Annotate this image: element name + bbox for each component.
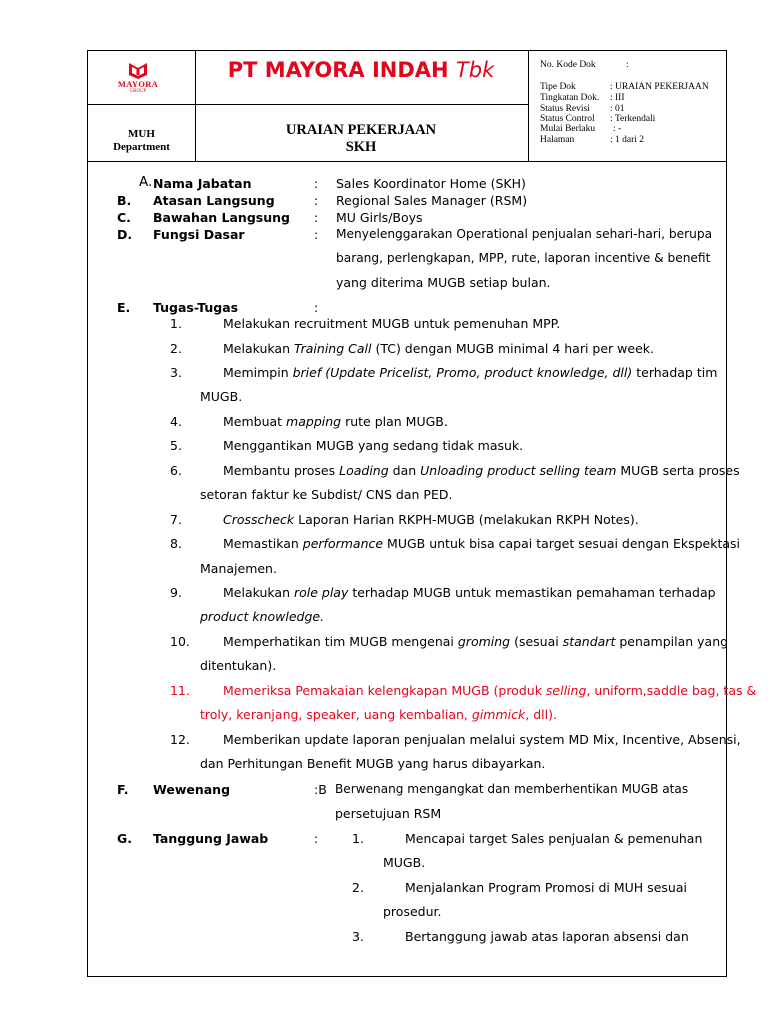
section-g-colon: : [314, 831, 319, 846]
task-12-text: Memberikan update laporan penjualan melalui system MD Mix, Incentive, Absensi, [223, 732, 741, 747]
document-title-line-1: URAIAN PEKERJAAN [285, 122, 437, 138]
section-d-line-2: barang, perlengkapan, MPP, rute, laporan incentive & benefit [336, 251, 711, 265]
section-e-label: Tugas-Tugas [153, 300, 239, 315]
section-e-letter: E. [117, 300, 131, 315]
task-6-number: 6. [170, 463, 182, 478]
task-9-number: 9. [170, 585, 182, 600]
task-1-text: Melakukan recruitment MUGB untuk pemenuhan MPP. [223, 316, 561, 331]
task-12-number: 12. [170, 732, 190, 747]
section-f-line-2: persetujuan RSM [335, 806, 442, 821]
document-title [196, 122, 526, 156]
section-c-label: Bawahan Langsung [153, 210, 290, 225]
responsibility-2-text: Menjalankan Program Promosi di MUH sesuai [405, 880, 687, 895]
task-2-text: Melakukan Training Call (TC) dengan MUGB minimal 4 hari per week. [223, 341, 654, 356]
department-line-2: Department [113, 141, 170, 153]
section-g-letter: G. [117, 831, 133, 846]
header-bottom-border [87, 161, 727, 162]
section-c-value: MU Girls/Boys [336, 210, 423, 225]
task-3-text: Memimpin brief (Update Pricelist, Promo, product knowledge, dll) terhadap tim [223, 365, 718, 380]
section-a-label: Nama Jabatan [153, 176, 252, 191]
section-d-label: Fungsi Dasar [153, 227, 245, 242]
task-10-number: 10. [170, 634, 190, 649]
section-b-label: Atasan Langsung [153, 193, 275, 208]
task-7-number: 7. [170, 512, 182, 527]
section-d-letter: D. [117, 227, 133, 242]
section-f-colon: :B [314, 782, 327, 797]
task-6-text-cont: setoran faktur ke Subdist/ CNS dan PED. [200, 487, 453, 502]
section-a-colon: : [314, 176, 319, 191]
task-9-text-cont: product knowledge. [200, 609, 325, 624]
section-f-label: Wewenang [153, 782, 231, 797]
task-4-number: 4. [170, 414, 182, 429]
task-12-text-cont: dan Perhitungan Benefit MUGB yang harus dibayarkan. [200, 756, 546, 771]
section-d-line-3: yang diterima MUGB setiap bulan. [336, 275, 551, 290]
section-c-colon: : [314, 210, 319, 225]
task-10-text-cont: ditentukan). [200, 658, 277, 673]
company-name-main: PT MAYORA INDAH [227, 58, 449, 82]
section-g-label: Tanggung Jawab [153, 831, 269, 846]
task-11-number: 11. [170, 683, 190, 698]
mayora-logo [113, 60, 163, 96]
task-11-text: Memeriksa Pemakaian kelengkapan MUGB (produk selling, uniform,saddle bag, tas & [223, 683, 757, 698]
task-8-text-cont: Manajemen. [200, 561, 277, 576]
document-title-line-2: SKH [345, 139, 377, 155]
responsibility-3-text: Bertanggung jawab atas laporan absensi dan [405, 929, 689, 944]
task-2-number: 2. [170, 341, 182, 356]
header-divider [87, 104, 528, 105]
responsibility-2-number: 2. [352, 880, 364, 895]
section-b-value: Regional Sales Manager (RSM) [336, 193, 528, 208]
responsibility-2-text-cont: prosedur. [383, 904, 442, 919]
task-8-number: 8. [170, 536, 182, 551]
task-8-text: Memastikan performance MUGB untuk bisa capai target sesuai dengan Ekspektasi [223, 536, 741, 551]
responsibility-3-number: 3. [352, 929, 364, 944]
task-5-text: Menggantikan MUGB yang sedang tidak masuk. [223, 438, 524, 453]
section-f-line-1: Berwenang mengangkat dan memberhentikan MUGB atas [335, 782, 689, 796]
logo-subtext: GROUP [129, 89, 147, 94]
section-b-colon: : [314, 193, 319, 208]
responsibility-1-text: Mencapai target Sales penjualan & pemenuhan [405, 831, 703, 846]
task-4-text: Membuat mapping rute plan MUGB. [223, 414, 448, 429]
section-f-letter: F. [117, 782, 129, 797]
section-b-letter: B. [117, 193, 132, 208]
section-d-colon: : [314, 227, 319, 242]
task-1-number: 1. [170, 316, 182, 331]
section-a-letter: A. [139, 174, 153, 190]
company-name [196, 58, 526, 82]
task-6-text: Membantu proses Loading dan Unloading product selling team MUGB serta proses [223, 463, 740, 478]
section-a-value: Sales Koordinator Home (SKH) [336, 176, 526, 191]
department-line-1: MUH [128, 128, 155, 140]
task-11-text-cont: troly, keranjang, speaker, uang kembalian, gimmick, dll). [200, 707, 557, 722]
task-9-text: Melakukan role play terhadap MUGB untuk memastikan pemahaman terhadap [223, 585, 716, 600]
task-3-text-cont: MUGB. [200, 389, 243, 404]
department-label [88, 128, 195, 154]
task-7-text: Crosscheck Laporan Harian RKPH-MUGB (melakukan RKPH Notes). [223, 512, 639, 527]
section-d-line-1: Menyelenggarakan Operational penjualan sehari-hari, berupa [336, 227, 713, 241]
header-col-divider-2 [528, 50, 529, 161]
section-c-letter: C. [117, 210, 131, 225]
section-e-colon: : [314, 300, 319, 315]
responsibility-1-text-cont: MUGB. [383, 855, 426, 870]
logo-text: MAYORA [117, 79, 159, 89]
task-10-text: Memperhatikan tim MUGB mengenai groming (sesuai standart penampilan yang [223, 634, 729, 649]
task-3-number: 3. [170, 365, 182, 380]
responsibility-1-number: 1. [352, 831, 364, 846]
task-5-number: 5. [170, 438, 182, 453]
company-name-suffix: Tbk [455, 58, 495, 82]
